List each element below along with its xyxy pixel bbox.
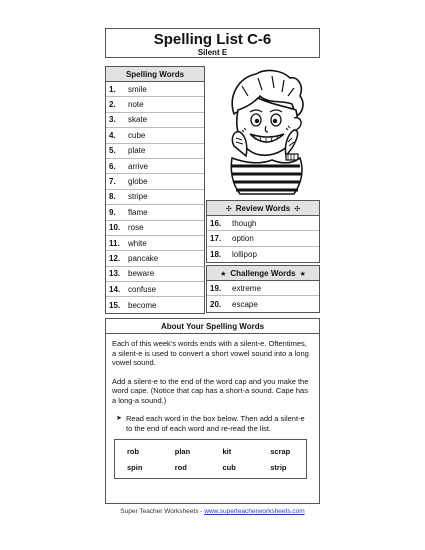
list-item xyxy=(106,267,204,282)
footer-link[interactable]: www.superteacherworksheets.com xyxy=(204,508,305,515)
item-number: 10. xyxy=(109,223,121,233)
word-practice-grid xyxy=(114,439,307,479)
list-item xyxy=(106,174,204,189)
item-word: lollipop xyxy=(232,249,257,259)
item-word: beware xyxy=(128,269,155,279)
footer xyxy=(0,508,425,515)
item-number: 12. xyxy=(109,253,121,263)
list-item xyxy=(106,144,204,159)
item-word: extreme xyxy=(232,283,261,293)
item-number: 20. xyxy=(210,299,222,309)
grid-word: strip xyxy=(270,462,287,472)
item-number: 19. xyxy=(210,283,222,293)
item-number: 7. xyxy=(109,177,116,187)
item-number: 2. xyxy=(109,100,116,110)
page-title: Spelling List C-6 xyxy=(153,31,272,48)
grid-word: spin xyxy=(127,462,143,472)
item-word: globe xyxy=(128,177,148,187)
list-item xyxy=(106,113,204,128)
ornament-icon: ✣ xyxy=(225,206,232,213)
list-item xyxy=(207,247,319,262)
spelling-words-box xyxy=(105,66,205,314)
item-number: 18. xyxy=(210,249,222,259)
spelling-words-heading: Spelling Words xyxy=(106,67,204,82)
item-number: 1. xyxy=(109,84,116,94)
item-word: arrive xyxy=(128,161,149,171)
item-number: 6. xyxy=(109,161,116,171)
grid-word: rod xyxy=(174,462,187,472)
list-item xyxy=(207,281,319,296)
list-item xyxy=(106,251,204,266)
item-number: 5. xyxy=(109,146,116,156)
footer-text: Super Teacher Worksheets - xyxy=(120,508,205,515)
challenge-words-box xyxy=(206,265,320,313)
item-word: stripe xyxy=(128,192,148,202)
item-number: 16. xyxy=(210,218,222,228)
item-word: flame xyxy=(128,207,148,217)
item-number: 14. xyxy=(109,284,121,294)
item-number: 4. xyxy=(109,130,116,140)
item-word: escape xyxy=(232,299,258,309)
instruction-text: Read each word in the box below. Then add a silent-e to the end of each word and re-read the list. xyxy=(126,414,305,433)
item-word: plate xyxy=(128,146,146,156)
item-word: smile xyxy=(128,84,147,94)
challenge-words-title: Challenge Words xyxy=(230,269,296,278)
item-word: note xyxy=(128,100,144,110)
title-box xyxy=(105,28,320,58)
page-subtitle: Silent E xyxy=(197,48,228,57)
item-word: option xyxy=(232,234,254,244)
list-item xyxy=(207,231,319,246)
item-number: 3. xyxy=(109,115,116,125)
list-item xyxy=(106,97,204,112)
star-icon: ★ xyxy=(299,271,306,278)
arrow-bullet-icon: ➤ xyxy=(116,415,122,422)
list-item xyxy=(106,159,204,174)
grid-word: kit xyxy=(222,446,232,456)
about-body xyxy=(106,334,319,433)
list-item xyxy=(207,216,319,231)
item-word: confuse xyxy=(128,284,157,294)
list-item xyxy=(106,128,204,143)
review-words-heading xyxy=(207,201,319,216)
about-words-box xyxy=(105,318,320,504)
review-words-box xyxy=(206,200,320,263)
item-word: though xyxy=(232,218,257,228)
star-icon: ★ xyxy=(220,271,227,278)
grid-word: plan xyxy=(174,446,191,456)
list-item xyxy=(207,296,319,311)
grid-row xyxy=(115,459,306,475)
grid-word: cub xyxy=(222,462,236,472)
item-word: cube xyxy=(128,130,146,140)
smiling-kid-illustration xyxy=(212,66,314,196)
item-number: 15. xyxy=(109,300,121,310)
challenge-words-heading xyxy=(207,266,319,281)
item-number: 8. xyxy=(109,192,116,202)
ornament-icon: ✣ xyxy=(294,206,301,213)
list-item xyxy=(106,82,204,97)
list-item xyxy=(106,205,204,220)
list-item xyxy=(106,297,204,312)
about-paragraph-1: Each of this week's words ends with a silent-e. Oftentimes, a silent-e is used to convert a short vowel sound into a long vowel sound. xyxy=(112,339,309,367)
item-word: rose xyxy=(128,223,144,233)
item-number: 17. xyxy=(210,234,222,244)
list-item xyxy=(106,221,204,236)
item-number: 11. xyxy=(109,238,120,248)
instruction-bullet xyxy=(112,414,313,433)
item-number: 9. xyxy=(109,207,116,217)
grid-word: scrap xyxy=(270,446,291,456)
item-number: 13. xyxy=(109,269,121,279)
grid-row xyxy=(115,443,306,459)
about-heading: About Your Spelling Words xyxy=(106,319,319,334)
item-word: pancake xyxy=(128,253,159,263)
list-item xyxy=(106,236,204,251)
item-word: white xyxy=(128,238,147,248)
item-word: become xyxy=(128,300,157,310)
about-paragraph-2: Add a silent-e to the end of the word cap and you make the word cape. (Notice that cap has a short-a sound. Cape has a long-a sound.) xyxy=(112,376,309,405)
item-word: skate xyxy=(128,115,148,125)
grid-word: rob xyxy=(127,446,140,456)
review-words-title: Review Words xyxy=(235,204,291,213)
list-item xyxy=(106,282,204,297)
list-item xyxy=(106,190,204,205)
